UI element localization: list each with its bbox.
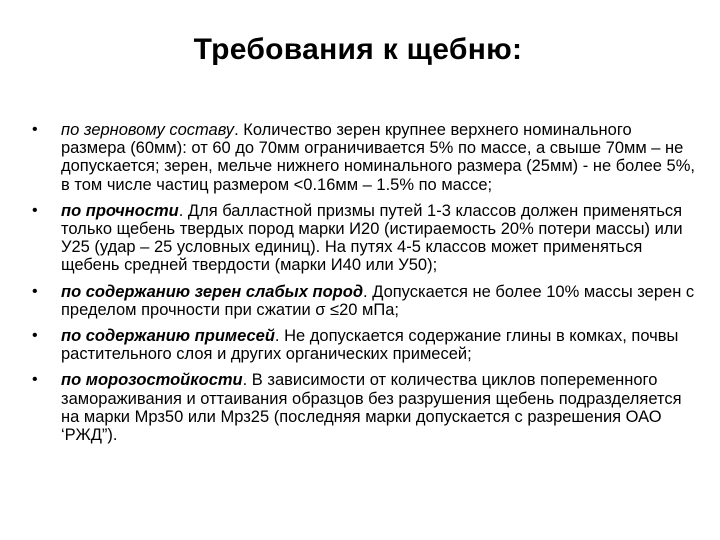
item-lead: по содержанию примесей — [61, 327, 275, 346]
bullet-icon: • — [32, 121, 38, 138]
list-item — [30, 327, 698, 363]
slide-title-text: Требования к щебню: — [193, 33, 523, 66]
item-text: . В зависимости от количества циклов попеременного замораживания и оттаивания образцов без разрушения щебень подразделяется на марки Мрз50 или Мрз25 (последняя марки допускается с разрешения ОАО ‘РЖД”). — [61, 371, 682, 445]
item-lead: по морозостойкости — [61, 371, 243, 390]
list-item — [30, 283, 698, 319]
list-item — [30, 371, 698, 444]
item-lead: по прочности — [61, 201, 179, 220]
list-item — [30, 202, 698, 275]
item-lead: по зерновому составу — [61, 121, 235, 139]
bullet-icon: • — [32, 282, 38, 300]
bullet-icon: • — [32, 201, 38, 219]
requirements-list — [30, 121, 698, 452]
item-text: . Не допускается содержание глины в комках, почвы растительного слоя и других органических примесей; — [61, 327, 679, 364]
bullet-icon: • — [32, 371, 38, 389]
item-text: . Количество зерен крупнее верхнего номинального размера (60мм): от 60 до 70мм ограничивается 5% по массе, а свыше 70мм – не допускается; зерен, мельче нижнего номинального размера (25мм) - не более 5%, в том числе частиц размером <0.16мм – 1.5% по массе; — [61, 121, 695, 194]
bullet-icon: • — [32, 327, 38, 345]
item-lead: по содержанию зерен слабых пород — [61, 282, 364, 301]
item-text: . Для балластной призмы путей 1-3 классов должен применяться только щебень твердых пород марки И20 (истираемость 20% потери массы) или У25 (удар – 25 условных единиц). На путях 4-5 классов может применяться щебень средней твердости (марки И40 или У50); — [61, 201, 683, 275]
item-text: . Допускается не более 10% массы зерен с пределом прочности при сжатии σ ≤20 мПа; — [61, 282, 695, 319]
list-item — [30, 121, 698, 194]
slide-title — [0, 30, 720, 70]
